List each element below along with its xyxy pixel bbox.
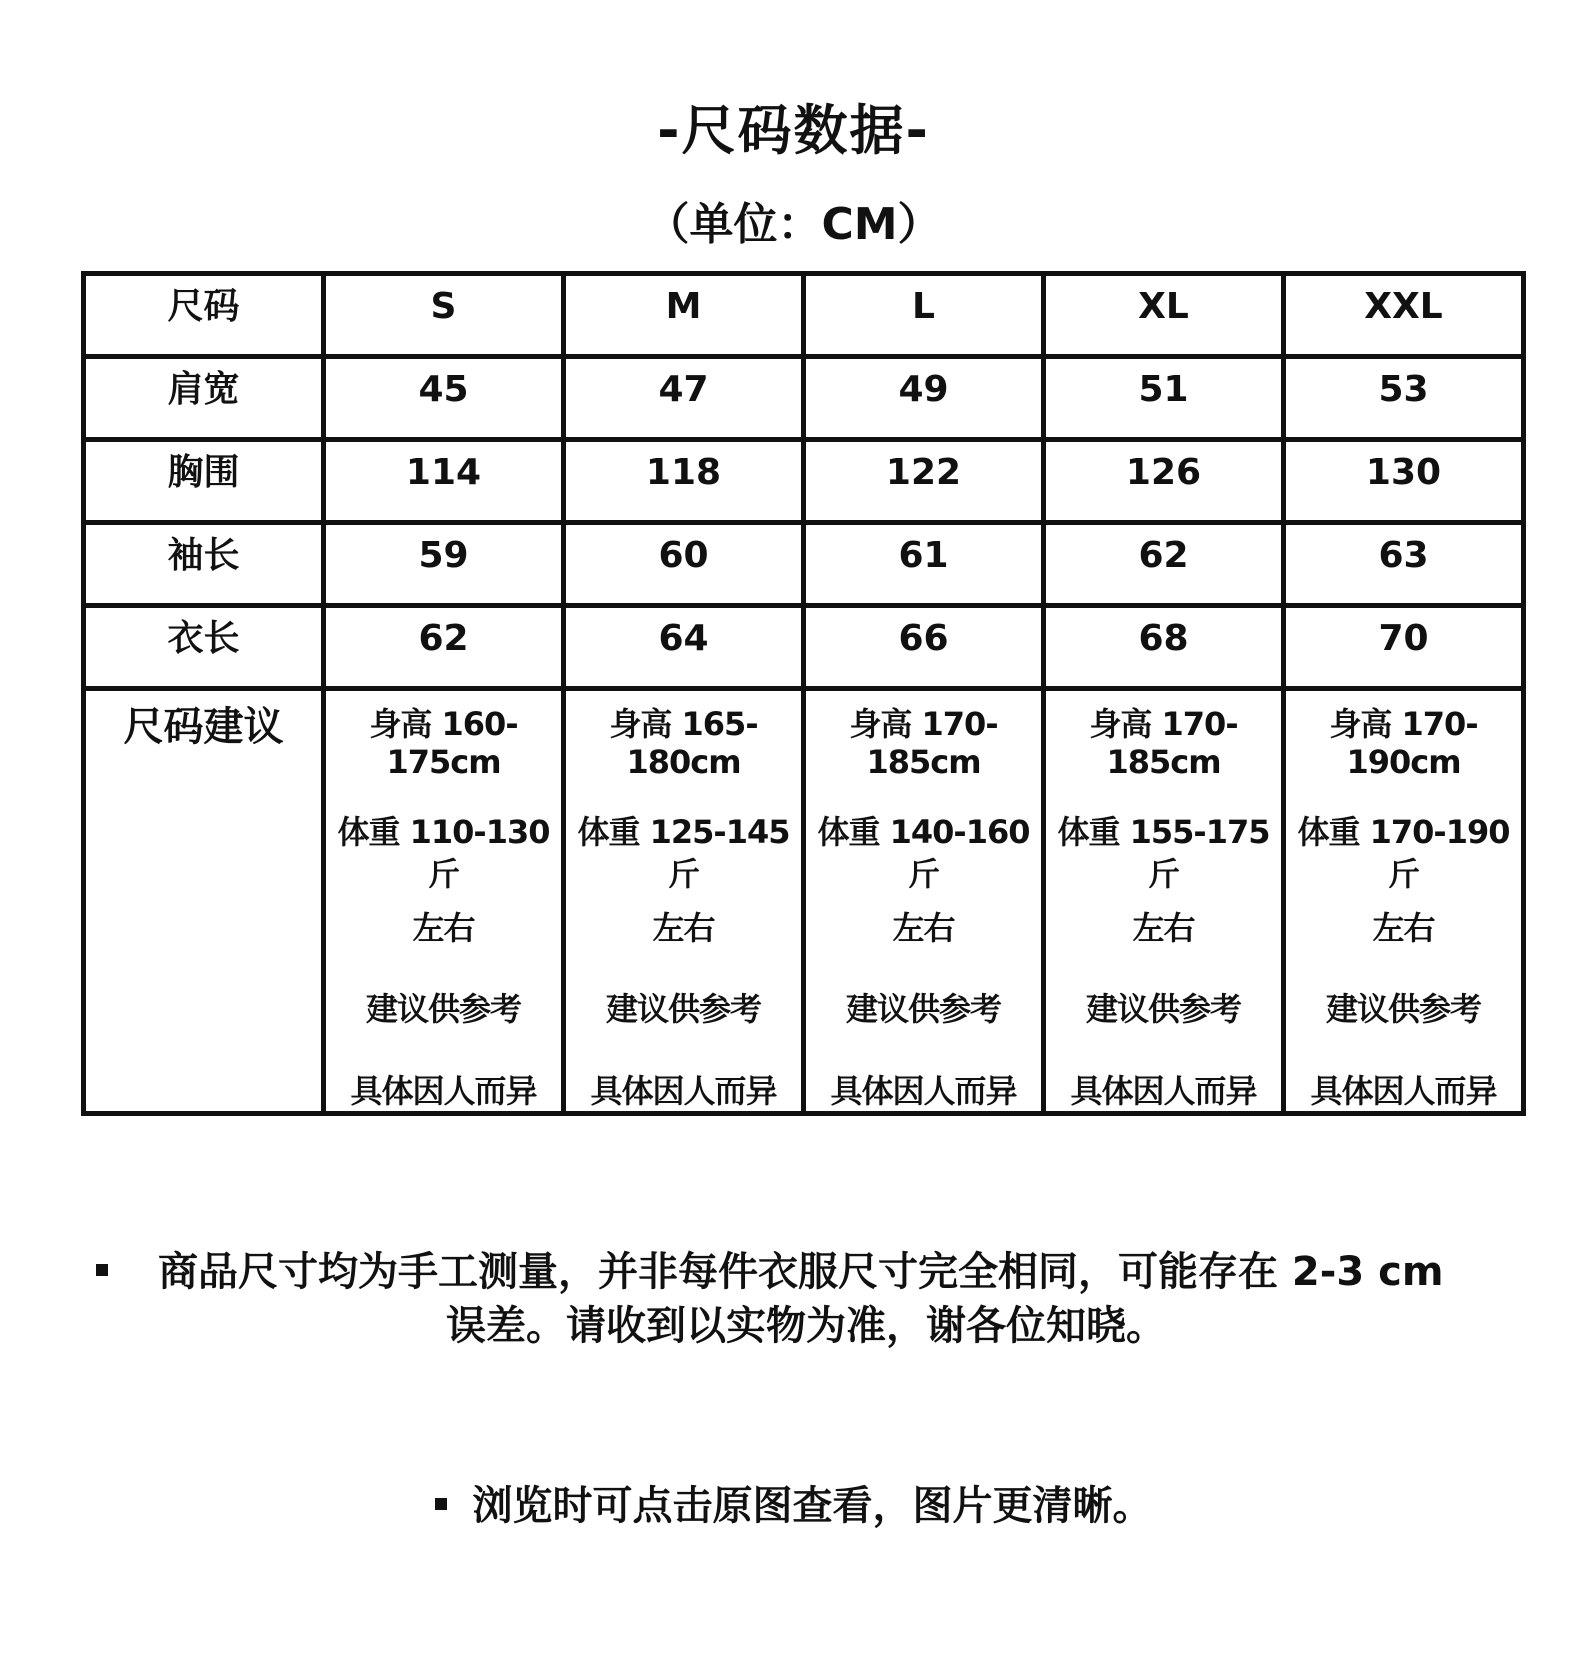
advice-cell-xxl xyxy=(1284,689,1524,1114)
table-cell: 130 xyxy=(1284,440,1524,523)
advice-note: 具体因人而异 xyxy=(1070,1072,1257,1110)
table-cell: 118 xyxy=(564,440,804,523)
header-cell-xl: XL xyxy=(1044,274,1284,357)
advice-note: 具体因人而异 xyxy=(1310,1072,1497,1110)
advice-weight: 体重 125-145 斤 xyxy=(577,813,790,893)
table-cell: 45 xyxy=(324,357,564,440)
table-cell: 47 xyxy=(564,357,804,440)
advice-cell-xl xyxy=(1044,689,1284,1114)
advice-cell-l xyxy=(804,689,1044,1114)
row-label: 袖长 xyxy=(84,523,324,606)
table-row-sleeve xyxy=(84,523,1524,606)
bullet-icon xyxy=(435,1498,447,1510)
advice-ref: 建议供参考 xyxy=(365,990,521,1028)
advice-height: 身高 170-185cm xyxy=(1089,705,1238,781)
advice-height: 身高 165-180cm xyxy=(609,705,758,781)
advice-label: 尺码建议 xyxy=(123,704,284,750)
page-title: -尺码数据- xyxy=(657,99,930,162)
advice-note: 具体因人而异 xyxy=(590,1072,777,1110)
measurement-note-line2: 误差。请收到以实物为准，谢各位知晓。 xyxy=(446,1303,1166,1349)
table-row-shoulder xyxy=(84,357,1524,440)
table-row-advice xyxy=(84,689,1524,1114)
advice-ref: 建议供参考 xyxy=(1325,990,1481,1028)
advice-weight: 体重 170-190 斤 xyxy=(1297,813,1510,893)
table-cell: 68 xyxy=(1044,606,1284,689)
header-cell-s: S xyxy=(324,274,564,357)
unit-label: （单位：CM） xyxy=(645,199,942,250)
advice-height: 身高 170-185cm xyxy=(849,705,998,781)
size-table xyxy=(81,271,1526,1116)
advice-weight: 体重 155-175 斤 xyxy=(1057,813,1270,893)
advice-ref: 建议供参考 xyxy=(605,990,761,1028)
advice-cell-m xyxy=(564,689,804,1114)
table-row-length xyxy=(84,606,1524,689)
advice-height: 身高 160-175cm xyxy=(369,705,518,781)
advice-height: 身高 170-190cm xyxy=(1329,705,1478,781)
table-cell: 126 xyxy=(1044,440,1284,523)
table-row-chest xyxy=(84,440,1524,523)
advice-approx: 左右 xyxy=(892,909,955,947)
table-cell: 60 xyxy=(564,523,804,606)
row-label: 衣长 xyxy=(84,606,324,689)
measurement-note xyxy=(96,1245,1516,1353)
advice-approx: 左右 xyxy=(1372,909,1435,947)
row-label: 肩宽 xyxy=(84,357,324,440)
table-cell: 51 xyxy=(1044,357,1284,440)
row-label xyxy=(84,689,324,1114)
table-cell: 114 xyxy=(324,440,564,523)
advice-note: 具体因人而异 xyxy=(350,1072,537,1110)
advice-ref: 建议供参考 xyxy=(845,990,1001,1028)
table-cell: 122 xyxy=(804,440,1044,523)
header-cell-xxl: XXL xyxy=(1284,274,1524,357)
advice-approx: 左右 xyxy=(1132,909,1195,947)
table-cell: 61 xyxy=(804,523,1044,606)
advice-ref: 建议供参考 xyxy=(1085,990,1241,1028)
measurement-note-line1: 商品尺寸均为手工测量，并非每件衣服尺寸完全相同，可能存在 2-3 cm xyxy=(158,1249,1444,1295)
table-cell: 62 xyxy=(324,606,564,689)
table-cell: 59 xyxy=(324,523,564,606)
table-cell: 53 xyxy=(1284,357,1524,440)
table-cell: 62 xyxy=(1044,523,1284,606)
table-cell: 49 xyxy=(804,357,1044,440)
table-cell: 66 xyxy=(804,606,1044,689)
advice-weight: 体重 110-130 斤 xyxy=(337,813,550,893)
advice-cell-s xyxy=(324,689,564,1114)
table-cell: 64 xyxy=(564,606,804,689)
header-cell-m: M xyxy=(564,274,804,357)
browse-note-text: 浏览时可点击原图查看，图片更清晰。 xyxy=(472,1483,1153,1529)
table-header-row xyxy=(84,274,1524,357)
header-cell-l: L xyxy=(804,274,1044,357)
advice-approx: 左右 xyxy=(412,909,475,947)
advice-approx: 左右 xyxy=(652,909,715,947)
browse-note xyxy=(0,1474,1587,1531)
row-label: 胸围 xyxy=(84,440,324,523)
bullet-icon xyxy=(96,1264,108,1276)
header-cell-size: 尺码 xyxy=(84,274,324,357)
advice-weight: 体重 140-160 斤 xyxy=(817,813,1030,893)
advice-note: 具体因人而异 xyxy=(830,1072,1017,1110)
table-cell: 70 xyxy=(1284,606,1524,689)
table-cell: 63 xyxy=(1284,523,1524,606)
